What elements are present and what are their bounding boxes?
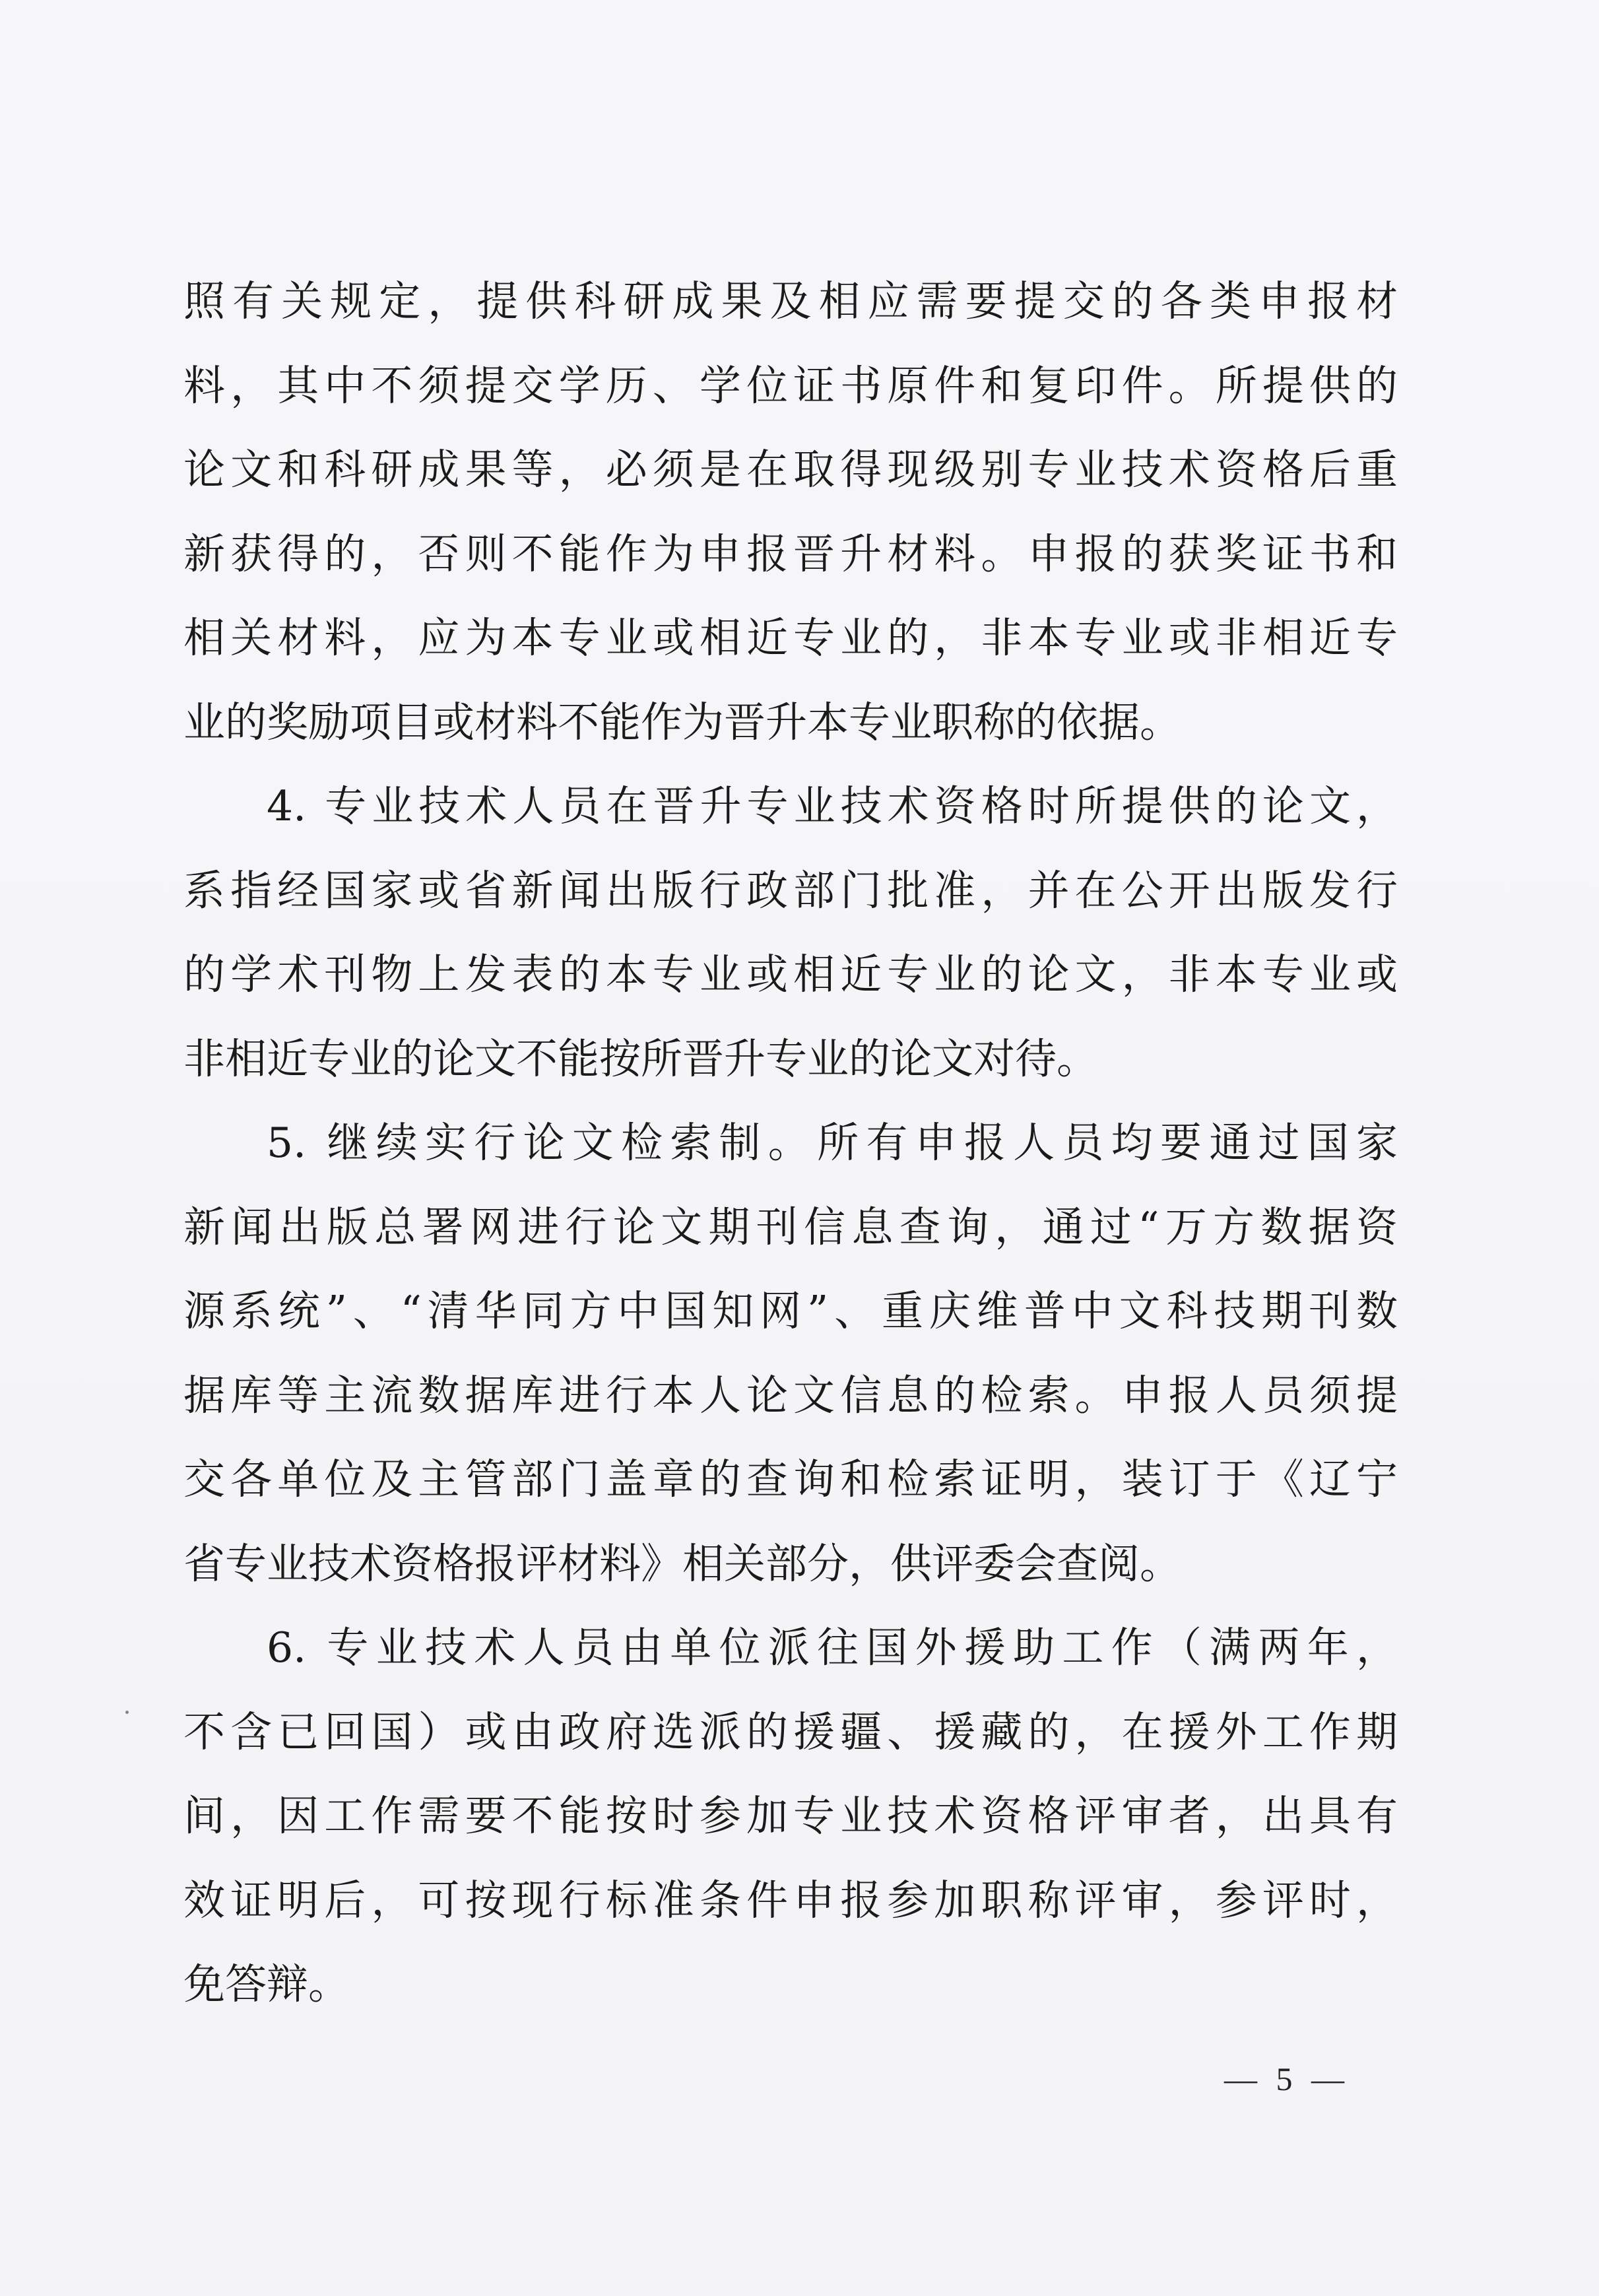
text-line: 省专业技术资格报评材料》相关部分，供评委会查阅。 xyxy=(183,1539,1181,1588)
text-line: 免答辩。 xyxy=(183,1960,350,2008)
text-line: 照有关规定，提供科研成果及相应需要提交的各类申报材 xyxy=(183,277,1398,325)
paragraph-6-line: 6. 专业技术人员由单位派往国外援助工作（满两年， xyxy=(267,1624,1398,1672)
text-line: 据库等主流数据库进行本人论文信息的检索。申报人员须提 xyxy=(183,1371,1398,1420)
text-line: 间，因工作需要不能按时参加专业技术资格评审者，出具有 xyxy=(183,1792,1398,1840)
text-line: 源系统”、“清华同方中国知网”、重庆维普中文科技期刊数 xyxy=(183,1287,1398,1335)
text-line: 新闻出版总署网进行论文期刊信息查询，通过“万方数据资 xyxy=(183,1202,1398,1251)
text-line: 论文和科研成果等，必须是在取得现级别专业技术资格后重 xyxy=(183,445,1398,494)
text-line: 新获得的，否则不能作为申报晋升材料。申报的获奖证书和 xyxy=(183,529,1398,578)
paragraph-5-line: 5. 继续实行论文检索制。所有申报人员均要通过国家 xyxy=(267,1119,1398,1167)
paragraph-4-line: 4. 专业技术人员在晋升专业技术资格时所提供的论文， xyxy=(267,782,1398,830)
page-number: — 5 — xyxy=(1224,2060,1350,2097)
text-line: 业的奖励项目或材料不能作为晋升本专业职称的依据。 xyxy=(183,698,1181,746)
text-line: 非相近专业的论文不能按所晋升专业的论文对待。 xyxy=(183,1034,1098,1083)
scan-speck xyxy=(125,1711,129,1714)
text-line: 系指经国家或省新闻出版行政部门批准，并在公开出版发行 xyxy=(183,866,1398,915)
text-line: 的学术刊物上发表的本专业或相近专业的论文，非本专业或 xyxy=(183,950,1398,999)
text-line: 效证明后，可按现行标准条件申报参加职称评审，参评时， xyxy=(183,1876,1398,1924)
text-line: 相关材料，应为本专业或相近专业的，非本专业或非相近专 xyxy=(183,614,1398,662)
text-line: 不含已回国）或由政府选派的援疆、援藏的，在援外工作期 xyxy=(183,1707,1398,1756)
text-line: 交各单位及主管部门盖章的查询和检索证明，装订于《辽宁 xyxy=(183,1455,1398,1503)
body-text xyxy=(183,259,1398,2027)
text-line: 料，其中不须提交学历、学位证书原件和复印件。所提供的 xyxy=(183,361,1398,410)
